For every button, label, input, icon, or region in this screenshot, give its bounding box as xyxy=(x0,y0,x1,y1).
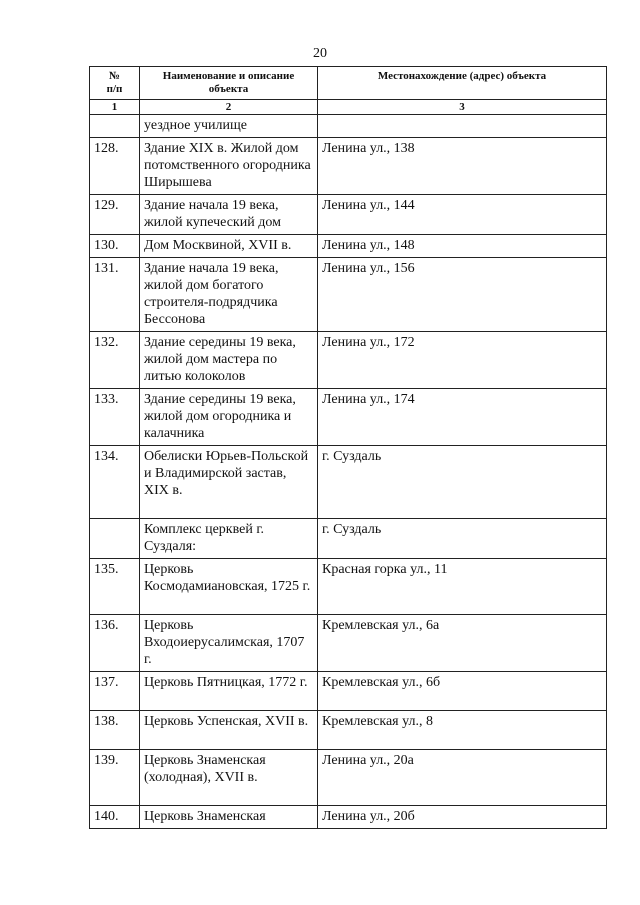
table-row xyxy=(90,332,607,389)
cell-address: Кремлевская ул., 6б xyxy=(318,672,607,711)
cell-address: Кремлевская ул., 8 xyxy=(318,711,607,750)
cell-num: 131. xyxy=(90,258,140,332)
cell-num: 133. xyxy=(90,389,140,446)
table-row xyxy=(90,806,607,829)
table-row xyxy=(90,559,607,615)
cell-name: Здание начала 19 века, жилой купеческий дом xyxy=(140,195,318,235)
table-row xyxy=(90,195,607,235)
cell-num: 137. xyxy=(90,672,140,711)
cell-num: 130. xyxy=(90,235,140,258)
cell-num: 136. xyxy=(90,615,140,672)
cell-num xyxy=(90,519,140,559)
table-row xyxy=(90,711,607,750)
column-number: 1 xyxy=(90,100,140,115)
cell-name: Церковь Пятницкая, 1772 г. xyxy=(140,672,318,711)
page-number: 20 xyxy=(313,46,327,61)
cell-num xyxy=(90,115,140,138)
cell-address: г. Суздаль xyxy=(318,446,607,519)
heritage-objects-table xyxy=(89,66,607,829)
table-row xyxy=(90,615,607,672)
cell-address: Ленина ул., 20а xyxy=(318,750,607,806)
cell-address: Ленина ул., 148 xyxy=(318,235,607,258)
table-row xyxy=(90,138,607,195)
cell-name: Церковь Входоиерусалимская, 1707 г. xyxy=(140,615,318,672)
cell-name: Церковь Успенская, XVII в. xyxy=(140,711,318,750)
cell-num: 140. xyxy=(90,806,140,829)
cell-num: 135. xyxy=(90,559,140,615)
header-number: № п/п xyxy=(90,67,140,100)
cell-num: 129. xyxy=(90,195,140,235)
table-row xyxy=(90,235,607,258)
cell-address: Ленина ул., 20б xyxy=(318,806,607,829)
cell-name: Здание XIX в. Жилой дом потомственного огородника Ширышева xyxy=(140,138,318,195)
cell-name: Здание начала 19 века, жилой дом богатого строителя-подрядчика Бессонова xyxy=(140,258,318,332)
cell-address: Кремлевская ул., 6а xyxy=(318,615,607,672)
table-body xyxy=(90,115,607,829)
table-row xyxy=(90,672,607,711)
cell-num: 132. xyxy=(90,332,140,389)
cell-address: Ленина ул., 174 xyxy=(318,389,607,446)
cell-address: Красная горка ул., 11 xyxy=(318,559,607,615)
cell-name: Дом Москвиной, XVII в. xyxy=(140,235,318,258)
cell-name: Здание середины 19 века, жилой дом огородника и калачника xyxy=(140,389,318,446)
table-row xyxy=(90,115,607,138)
table-row xyxy=(90,446,607,519)
header-name: Наименование и описание объекта xyxy=(140,67,318,100)
cell-address: Ленина ул., 156 xyxy=(318,258,607,332)
table-header-row xyxy=(90,67,607,100)
cell-num: 128. xyxy=(90,138,140,195)
cell-address: г. Суздаль xyxy=(318,519,607,559)
cell-address: Ленина ул., 144 xyxy=(318,195,607,235)
cell-address: Ленина ул., 172 xyxy=(318,332,607,389)
column-number: 2 xyxy=(140,100,318,115)
cell-address: Ленина ул., 138 xyxy=(318,138,607,195)
cell-name: Церковь Знаменская (холодная), XVII в. xyxy=(140,750,318,806)
column-number-row xyxy=(90,100,607,115)
cell-name: Церковь Знаменская xyxy=(140,806,318,829)
table-row xyxy=(90,258,607,332)
column-number: 3 xyxy=(318,100,607,115)
cell-address xyxy=(318,115,607,138)
cell-name: Здание середины 19 века, жилой дом мастера по литью колоколов xyxy=(140,332,318,389)
cell-num: 138. xyxy=(90,711,140,750)
cell-name: уездное училище xyxy=(140,115,318,138)
table-row xyxy=(90,389,607,446)
table-row xyxy=(90,750,607,806)
table-row xyxy=(90,519,607,559)
header-address: Местонахождение (адрес) объекта xyxy=(318,67,607,100)
cell-name: Комплекс церквей г. Суздаля: xyxy=(140,519,318,559)
cell-num: 134. xyxy=(90,446,140,519)
cell-num: 139. xyxy=(90,750,140,806)
cell-name: Церковь Космодамиановская, 1725 г. xyxy=(140,559,318,615)
cell-name: Обелиски Юрьев-Польской и Владимирской застав, XIX в. xyxy=(140,446,318,519)
